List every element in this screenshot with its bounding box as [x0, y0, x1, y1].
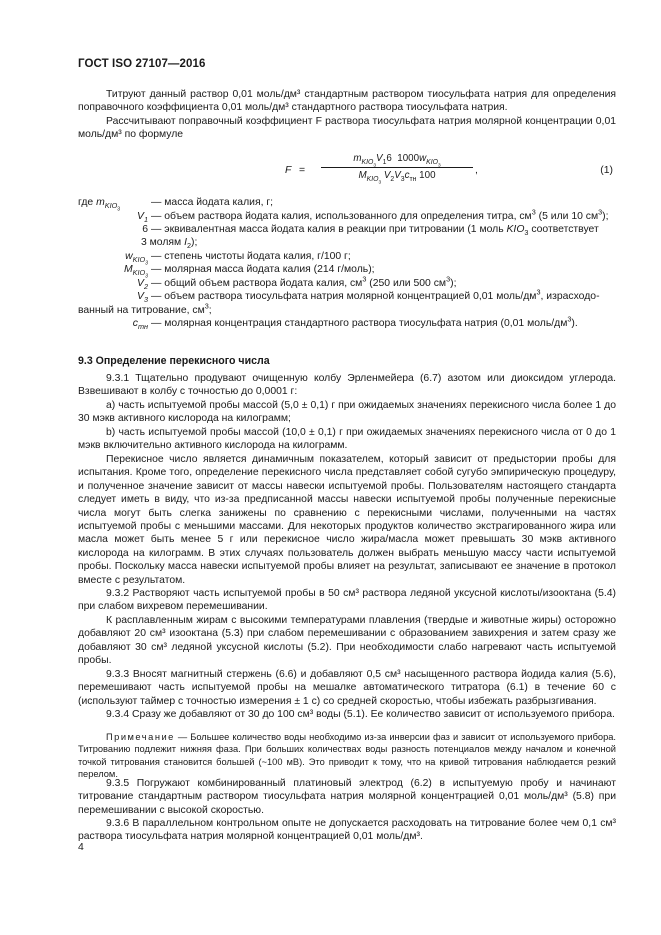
paragraph-coefficient: Рассчитывают поправочный коэффициент F раствора тиосульфата натрия молярной концентрации 0,01 моль/дм³ по формуле — [78, 116, 616, 141]
variable-definitions — [78, 196, 616, 330]
page-number: 4 — [78, 842, 84, 853]
formula-comma: , — [475, 165, 478, 176]
paragraph-titration: Титруют данный раствор 0,01 моль/дм³ стандартным раствором тиосульфата натрия для определения поправочного коэффициента 0,01 моль/дм³ стандартного раствора тиосульфата натрия. — [78, 89, 616, 114]
definition-symbol: $M_{KIO_3}$ — [123, 264, 148, 280]
definition-row — [78, 314, 616, 332]
formula-denominator: $M_{KIO_3}$ $V_2V_3c_{тн}$ 100 — [358, 170, 436, 186]
note-label: Примечание — [106, 732, 175, 742]
paragraph-9-3-5: 9.3.5 Погружают комбинированный платиновый электрод (6.2) в испытуемую пробу и начинают титрование стандартным раствором тиосульфата натрия молярной концентрацией 0,01 моль/дм³ (5.8) при перемешивании с высокой скоростью. — [78, 778, 616, 816]
paragraph-melted-fats: К расплавленным жирам с высокими температурами плавления (твердые и животные жиры) осторожно добавляют 20 см³ изооктана (5.3) при слабом перемешивании с образованием завихрения и затем сразу же добавляют 30 см³ ледяной уксусной кислоты (5.2). При необходимости слабо нагревают часть испытуемой пробы. — [78, 615, 616, 667]
definition-text: — степень чистоты йодата калия, г/100 г; — [151, 250, 351, 262]
definition-row — [78, 263, 616, 280]
note-text: — Большее количество воды необходимо из-за инверсии фаз и зависит от используемого прибора. Титрованию подлежит нижняя фаза. При больших количествах воды разность потенциалов между началом и конечной точкой титрования становится большей (~100 мВ). Это приводит к тому, что на кривой титрования наблюдается резкий перелом. — [78, 732, 616, 779]
definition-continuation: ванный на титрование, $см^3$; — [78, 301, 212, 316]
definition-symbol: $V_2$ — [137, 277, 148, 291]
definition-text: — эквивалентная масса йодата калия в реакции при титровании (1 моль $KIO_3$ соответствует — [151, 223, 599, 238]
definition-symbol: $V_1$ — [137, 210, 148, 224]
paragraph-9-3-4: 9.3.4 Сразу же добавляют от 30 до 100 см³ воды (5.1). Ее количество зависит от используемого прибора. — [106, 709, 615, 720]
formula-numerator: $m_{KIO_3}V_16$ $1000w_{KIO_3}$ — [353, 153, 441, 169]
paragraph-9-3-1: 9.3.1 Тщательно продувают очищенную колбу Эрленмейера (6.7) азотом или диоксидом углерода. Взвешивают в колбу с точностью до 0,0001 г: — [78, 373, 616, 398]
definition-symbol: $w_{KIO_3}$ — [125, 250, 148, 267]
definition-row — [78, 287, 616, 305]
formula-fraction — [321, 152, 473, 184]
paragraph-9-3-3: 9.3.3 Вносят магнитный стержень (6.6) и добавляют 0,5 см³ насыщенного раствора йодида калия (5.6), перемешивают часть испытуемой пробы на мешалке автоматического титратора (6.1) в течение 60 с (используют таймер с точностью измерения ± 1 с) со средней скоростью, чтобы избежать разбрызгивания. — [78, 669, 616, 707]
definition-symbol: $c_{тн}$ — [132, 318, 148, 332]
definition-text: — масса йодата калия, г; — [151, 197, 274, 208]
paragraph-9-3-2: 9.3.2 Растворяют часть испытуемой пробы в 50 см³ раствора ледяной уксусной кислоты/изооктана (5.4) при слабом вихревом перемешивании. — [78, 588, 616, 613]
note — [78, 731, 616, 780]
definition-continuation: 3 молям $I_2$); — [141, 237, 198, 251]
definition-text: — объем раствора тиосульфата натрия молярной концентрацией 0,01 моль/$дм^3$, израсходо- — [151, 287, 600, 303]
definition-row — [78, 223, 616, 236]
definition-symbol: 6 — [142, 223, 148, 235]
where-word: где $m_{KIO_3}$ — [78, 197, 121, 213]
paragraph-dynamic-indicator: Перекисное число является динамичным показателем, который зависит от предыстории пробы для испытания. Кроме того, определение перекисного числа представляет собой сугубо эмпирическую процедуру, и полученное значение зависит от массы навески испытуемой пробы. Пользователям настоящего стандарта следует иметь в виду, что из-за предписанной массы навески испытуемой пробы полученные перекисные числа могут быть слегка занижены по сравнению с перекисными числами, полученными на частях испытуемой пробы с меньшими массами. Для некоторых продуктов количество экстрагированного жира или масла может быть менее 5 г или перекисное число жира/масла может превышать 30 мэкв активного кислорода на килограмм. В этих случаях пользователь должен выбрать меньшую массу части испытуемой пробы. Поскольку масса навески испытуемой пробы влияет на результат, записывают ее значение в протокол вместе с результатом. — [78, 454, 616, 586]
paragraph-9-3-6: 9.3.6 В параллельном контрольном опыте не допускается расходовать на титрование более чем 0,1 см³ раствора тиосульфата натрия молярной концентрацией 0,01 моль/дм³. — [78, 818, 616, 843]
definition-text: — молярная концентрация стандартного раствора тиосульфата натрия (0,01 моль/$дм^3$). — [151, 314, 578, 330]
formula-fraction-bar — [321, 167, 473, 168]
formula-1 — [285, 152, 615, 192]
definition-row — [78, 207, 616, 224]
document-header: ГОСТ ISO 27107—2016 — [78, 58, 206, 70]
definition-row — [78, 250, 616, 267]
formula-equals: = — [299, 165, 306, 176]
formula-lhs: F — [285, 165, 292, 176]
paragraph-item-b: b) часть испытуемой пробы массой (10,0 ± 0,1) г при ожидаемых значениях перекисного числа от 0 до 1 мэкв включительно активного кислорода на килограмм. — [78, 427, 616, 452]
section-heading: 9.3 Определение перекисного числа — [78, 355, 270, 367]
definition-text: — объем раствора йодата калия, использованного для определения титра, $см^3$ (5 или 10 $см^3$); — [151, 207, 609, 222]
formula-number: (1) — [600, 165, 613, 176]
definition-text: — общий объем раствора йодата калия, $см^3$ (250 или 500 $см^3$); — [151, 274, 457, 289]
definition-text: — молярная масса йодата калия (214 г/моль); — [151, 264, 375, 276]
definition-symbol: $V_3$ — [137, 291, 148, 305]
paragraph-item-a: а) часть испытуемой пробы массой (5,0 ± 0,1) г при ожидаемых значениях перекисного числа более 1 до 30 мэкв активного кислорода на килограмм; — [78, 400, 616, 425]
